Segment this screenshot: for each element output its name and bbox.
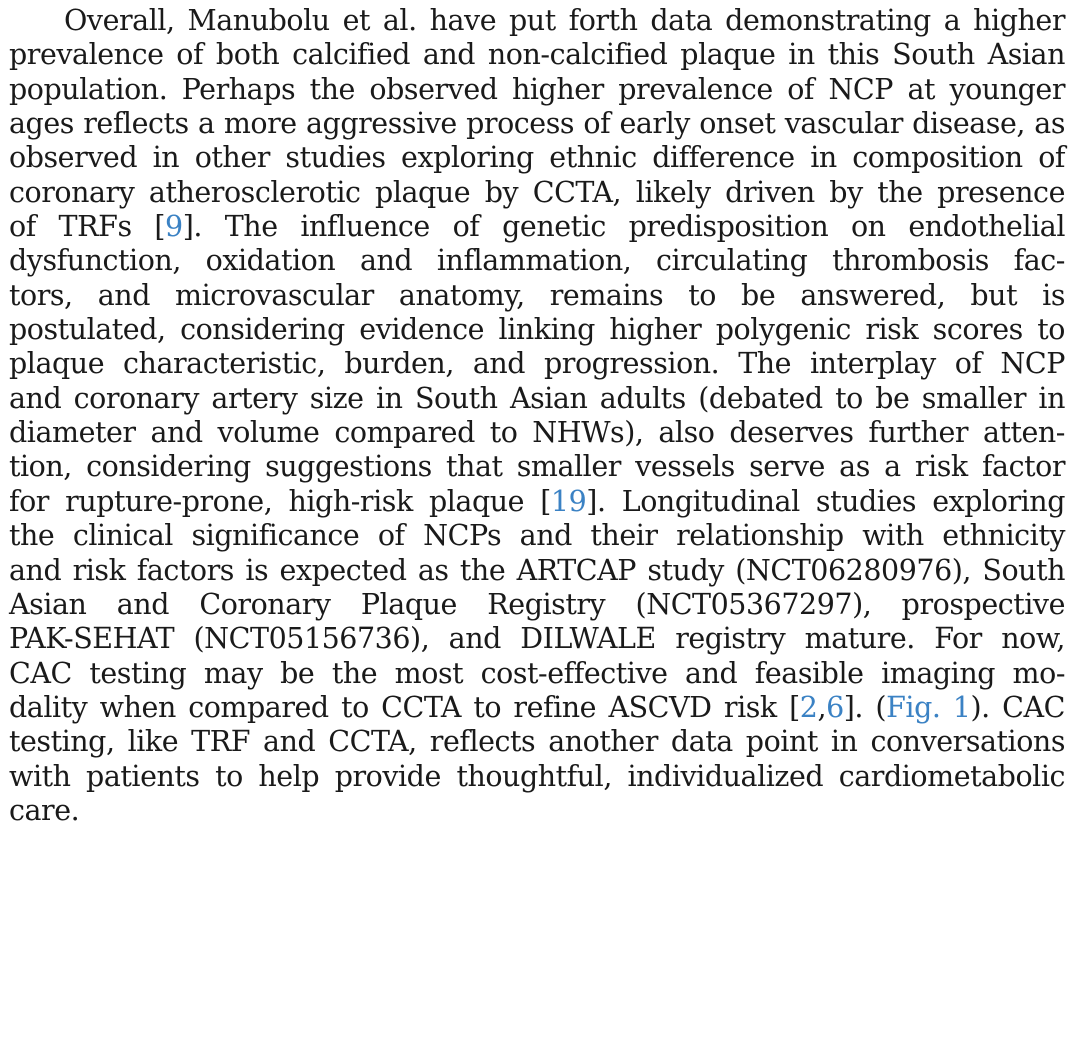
text-line: population. Perhaps the observed higher prevalence of NCP at younger <box>9 72 1065 106</box>
text-line: tors, and microvascular anatomy, remains to be answered, but is <box>9 278 1065 312</box>
text-line: diameter and volume compared to NHWs), also deserves further atten- <box>9 416 1065 450</box>
discussion-paragraph <box>9 4 1065 828</box>
text-line: CAC testing may be the most cost-effective and feasible imaging mo- <box>9 656 1065 690</box>
figure-link-fig-1[interactable]: Fig. 1 <box>886 690 971 724</box>
text-segment: ). CAC <box>970 690 1065 724</box>
citation-link-19[interactable]: 19 <box>550 484 587 518</box>
text-segment: ]. Longitudinal studies exploring <box>586 484 1065 518</box>
text-line <box>9 691 1065 725</box>
text-line: with patients to help provide thoughtful, individualized cardiometabolic <box>9 759 1065 793</box>
text-line: dysfunction, oxidation and inflammation, circulating thrombosis fac- <box>9 244 1065 278</box>
text-line: ages reflects a more aggressive process of early onset vascular disease, as <box>9 107 1065 141</box>
text-line: Asian and Coronary Plaque Registry (NCT05367297), prospective <box>9 587 1065 621</box>
text-segment: ]. The influence of genetic predisposition on endothelial <box>182 210 1066 244</box>
text-segment: for rupture-prone, high-risk plaque [ <box>9 484 551 518</box>
citation-link-6[interactable]: 6 <box>826 690 844 724</box>
text-line: tion, considering suggestions that smaller vessels serve as a risk factor <box>9 450 1065 484</box>
text-line: and risk factors is expected as the ARTCAP study (NCT06280976), South <box>9 553 1065 587</box>
text-line <box>9 210 1065 244</box>
text-line: Overall, Manubolu et al. have put forth data demonstrating a higher <box>64 4 1065 37</box>
text-segment: ]. ( <box>843 690 887 724</box>
text-line: care. <box>9 793 80 827</box>
citation-link-2[interactable]: 2 <box>799 690 818 724</box>
text-line: testing, like TRF and CCTA, reflects another data point in conversations <box>9 725 1065 759</box>
citation-link-9[interactable]: 9 <box>165 210 183 244</box>
text-line: the clinical significance of NCPs and their relationship with ethnicity <box>9 519 1065 553</box>
text-segment: , <box>817 690 827 724</box>
text-line: PAK-SEHAT (NCT05156736), and DILWALE registry mature. For now, <box>9 622 1065 656</box>
text-segment: dality when compared to CCTA to refine ASCVD risk [ <box>9 690 800 724</box>
text-line: coronary atherosclerotic plaque by CCTA, likely driven by the presence <box>9 175 1065 209</box>
text-line: prevalence of both calcified and non-calcified plaque in this South Asian <box>9 38 1065 72</box>
text-line <box>9 485 1065 519</box>
text-line: and coronary artery size in South Asian adults (debated to be smaller in <box>9 381 1065 415</box>
text-line: observed in other studies exploring ethnic difference in composition of <box>9 141 1065 175</box>
text-line: plaque characteristic, burden, and progression. The interplay of NCP <box>9 347 1065 381</box>
text-segment: of TRFs [ <box>9 210 166 244</box>
article-page <box>0 4 1077 1063</box>
text-line: postulated, considering evidence linking higher polygenic risk scores to <box>9 313 1065 347</box>
